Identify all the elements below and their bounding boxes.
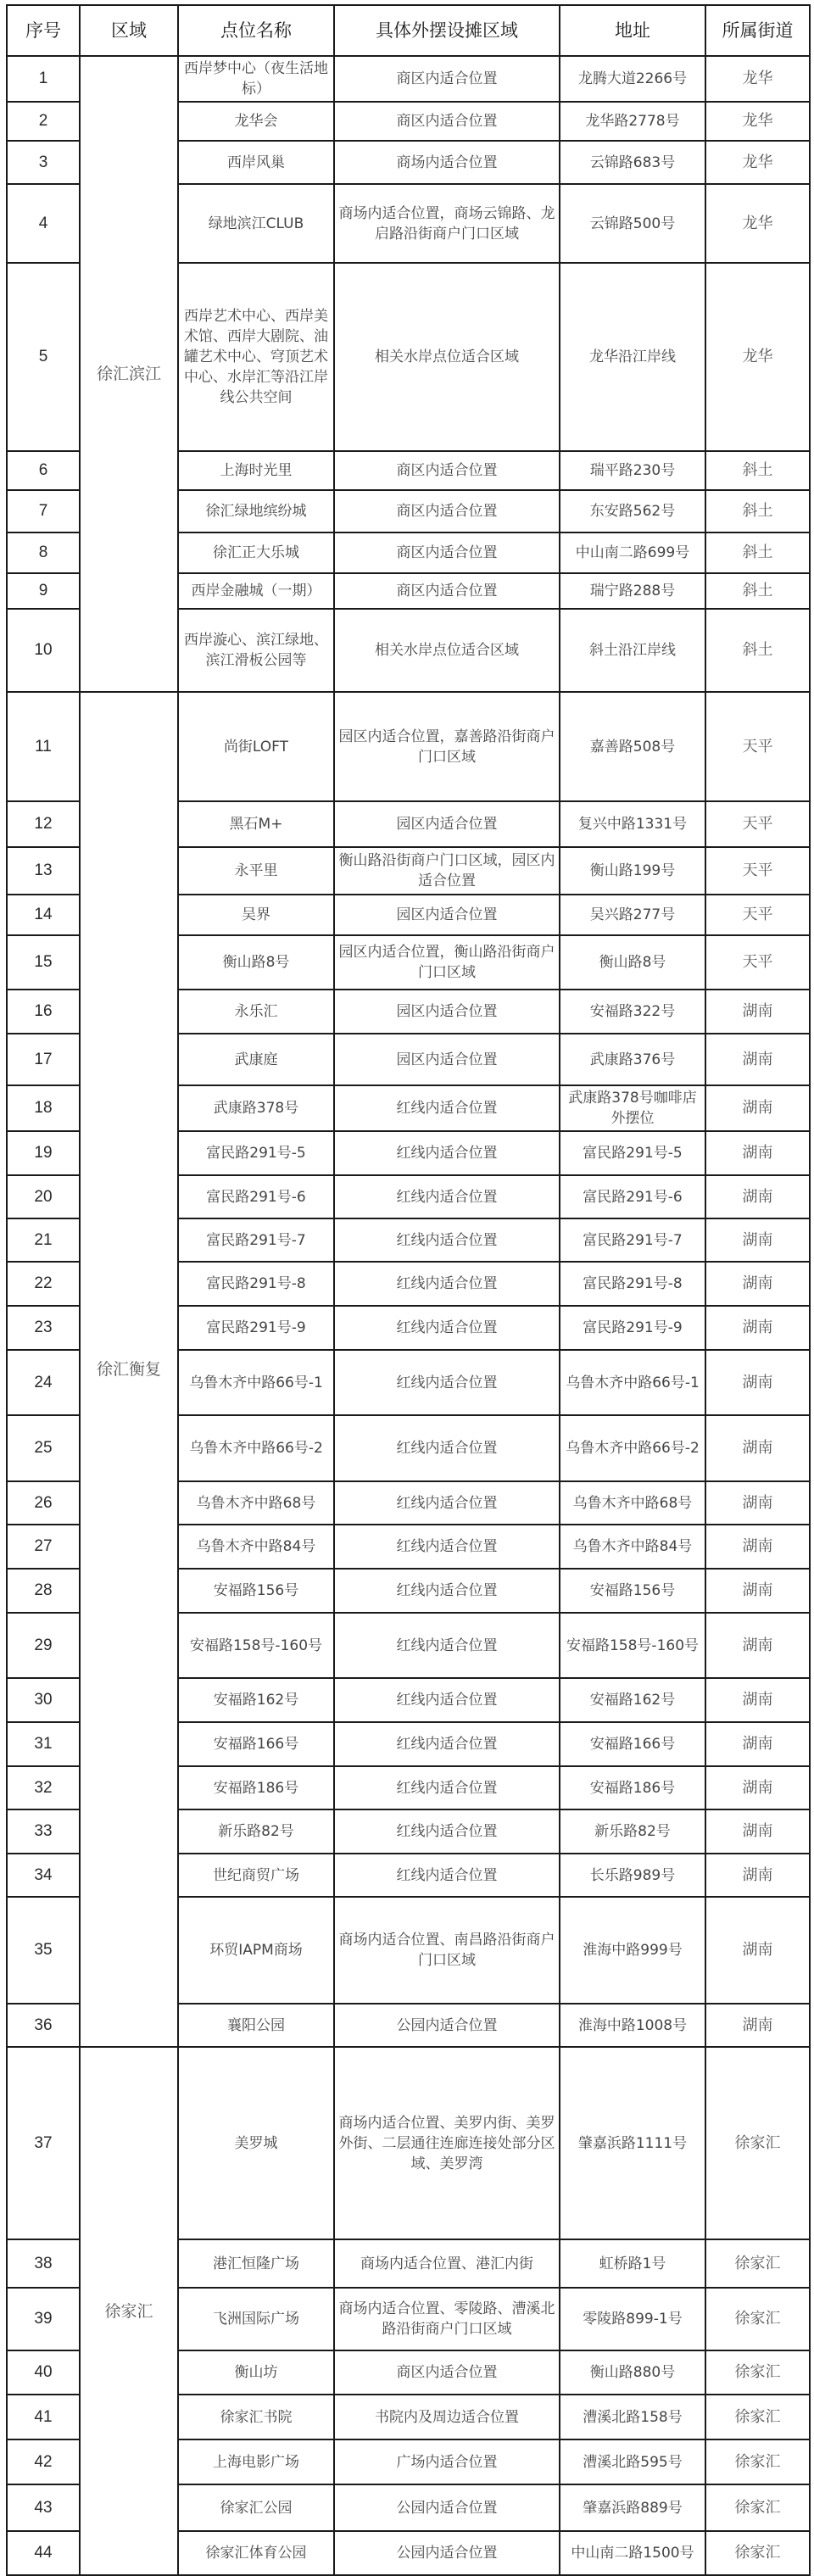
stall-area: 商场内适合位置、美罗内街、美罗外街、二层通往连廊连接处部分区域、美罗湾: [334, 2047, 560, 2239]
stall-area: 园区内适合位置: [334, 895, 560, 935]
region-cell: 徐汇滨江: [80, 56, 178, 692]
street: 湖南: [705, 1085, 810, 1131]
address: 中山南二路699号: [560, 532, 705, 573]
location-name: 衡山路8号: [178, 935, 334, 990]
street: 湖南: [705, 1766, 810, 1809]
address: 淮海中路1008号: [560, 2004, 705, 2047]
street: 天平: [705, 895, 810, 935]
stall-area: 红线内适合位置: [334, 1809, 560, 1854]
stall-area: 园区内适合位置，衡山路沿街商户门口区域: [334, 935, 560, 990]
row-index: 18: [7, 1085, 80, 1131]
address: 乌鲁木齐中路68号: [560, 1481, 705, 1525]
location-name: 西岸漩心、滨江绿地、滨江滑板公园等: [178, 609, 334, 692]
address: 虹桥路1号: [560, 2239, 705, 2288]
stall-area: 商区内适合位置: [334, 573, 560, 609]
street: 徐家汇: [705, 2439, 810, 2484]
region-cell: 徐汇衡复: [80, 692, 178, 2047]
stall-area: 公园内适合位置: [334, 2004, 560, 2047]
address: 安福路162号: [560, 1678, 705, 1722]
address: 斜土沿江岸线: [560, 609, 705, 692]
row-index: 10: [7, 609, 80, 692]
row-index: 31: [7, 1722, 80, 1766]
location-name: 富民路291号-9: [178, 1306, 334, 1350]
location-name: 武康路378号: [178, 1085, 334, 1131]
row-index: 22: [7, 1262, 80, 1306]
stall-area: 商场内适合位置: [334, 141, 560, 184]
stall-area: 商场内适合位置、南昌路沿街商户门口区域: [334, 1897, 560, 2004]
address: 衡山路880号: [560, 2350, 705, 2395]
address: 瑞平路230号: [560, 451, 705, 490]
stall-area: 园区内适合位置: [334, 1034, 560, 1085]
row-index: 3: [7, 141, 80, 184]
row-index: 4: [7, 184, 80, 263]
row-index: 8: [7, 532, 80, 573]
stall-area: 红线内适合位置: [334, 1854, 560, 1897]
address: 云锦路500号: [560, 184, 705, 263]
location-name: 衡山坊: [178, 2350, 334, 2395]
street: 湖南: [705, 1809, 810, 1854]
address: 复兴中路1331号: [560, 801, 705, 847]
row-index: 44: [7, 2531, 80, 2575]
stall-area: 红线内适合位置: [334, 1350, 560, 1415]
stall-area: 红线内适合位置: [334, 1131, 560, 1175]
row-index: 20: [7, 1175, 80, 1218]
location-name: 飞洲国际广场: [178, 2288, 334, 2350]
location-name: 安福路158号-160号: [178, 1613, 334, 1678]
row-index: 34: [7, 1854, 80, 1897]
row-index: 40: [7, 2350, 80, 2395]
address: 安福路156号: [560, 1569, 705, 1613]
stall-area: 商区内适合位置: [334, 532, 560, 573]
stall-area: 园区内适合位置，嘉善路沿街商户门口区域: [334, 692, 560, 801]
address: 龙腾大道2266号: [560, 56, 705, 102]
address: 瑞宁路288号: [560, 573, 705, 609]
stall-area: 公园内适合位置: [334, 2484, 560, 2531]
region-cell: 徐家汇: [80, 2047, 178, 2575]
location-name: 港汇恒隆广场: [178, 2239, 334, 2288]
header-row: [7, 5, 810, 56]
address: 肇嘉浜路1111号: [560, 2047, 705, 2239]
location-name: 吴界: [178, 895, 334, 935]
row-index: 14: [7, 895, 80, 935]
location-name: 徐汇正大乐城: [178, 532, 334, 573]
row-index: 25: [7, 1415, 80, 1481]
street: 徐家汇: [705, 2239, 810, 2288]
street: 湖南: [705, 1481, 810, 1525]
stall-area: 广场内适合位置: [334, 2439, 560, 2484]
street: 徐家汇: [705, 2531, 810, 2575]
stall-area: 园区内适合位置: [334, 801, 560, 847]
row-index: 1: [7, 56, 80, 102]
table-row: [7, 2047, 810, 2239]
location-name: 襄阳公园: [178, 2004, 334, 2047]
stall-locations-table: [6, 4, 811, 2576]
row-index: 23: [7, 1306, 80, 1350]
row-index: 30: [7, 1678, 80, 1722]
stall-area: 红线内适合位置: [334, 1569, 560, 1613]
location-name: 乌鲁木齐中路66号-1: [178, 1350, 334, 1415]
col-header-street: 所属街道: [705, 5, 810, 56]
location-name: 西岸金融城（一期）: [178, 573, 334, 609]
row-index: 16: [7, 990, 80, 1034]
location-name: 新乐路82号: [178, 1809, 334, 1854]
location-name: 上海电影广场: [178, 2439, 334, 2484]
row-index: 24: [7, 1350, 80, 1415]
table-row: [7, 692, 810, 801]
stall-area: 红线内适合位置: [334, 1481, 560, 1525]
row-index: 41: [7, 2395, 80, 2439]
street: 湖南: [705, 1525, 810, 1569]
location-name: 美罗城: [178, 2047, 334, 2239]
col-header-region: 区域: [80, 5, 178, 56]
stall-area: 相关水岸点位适合区域: [334, 609, 560, 692]
address: 安福路322号: [560, 990, 705, 1034]
address: 肇嘉浜路889号: [560, 2484, 705, 2531]
address: 长乐路989号: [560, 1854, 705, 1897]
row-index: 26: [7, 1481, 80, 1525]
street: 湖南: [705, 990, 810, 1034]
location-name: 徐家汇体育公园: [178, 2531, 334, 2575]
stall-area: 红线内适合位置: [334, 1613, 560, 1678]
street: 徐家汇: [705, 2288, 810, 2350]
street: 徐家汇: [705, 2484, 810, 2531]
street: 湖南: [705, 1306, 810, 1350]
row-index: 21: [7, 1218, 80, 1262]
address: 衡山路199号: [560, 847, 705, 895]
location-name: 龙华会: [178, 102, 334, 141]
stall-area: 园区内适合位置: [334, 990, 560, 1034]
row-index: 7: [7, 490, 80, 532]
stall-area: 商场内适合位置，商场云锦路、龙启路沿街商户门口区域: [334, 184, 560, 263]
stall-area: 红线内适合位置: [334, 1218, 560, 1262]
location-name: 西岸艺术中心、西岸美术馆、西岸大剧院、油罐艺术中心、穹顶艺术中心、水岸汇等沿江岸线公共空间: [178, 263, 334, 451]
location-name: 永平里: [178, 847, 334, 895]
address: 武康路376号: [560, 1034, 705, 1085]
row-index: 9: [7, 573, 80, 609]
street: 湖南: [705, 1262, 810, 1306]
address: 零陵路899-1号: [560, 2288, 705, 2350]
address: 安福路186号: [560, 1766, 705, 1809]
row-index: 13: [7, 847, 80, 895]
location-name: 世纪商贸广场: [178, 1854, 334, 1897]
stall-area: 商场内适合位置、零陵路、漕溪北路沿街商户门口区域: [334, 2288, 560, 2350]
address: 嘉善路508号: [560, 692, 705, 801]
address: 富民路291号-7: [560, 1218, 705, 1262]
location-name: 武康庭: [178, 1034, 334, 1085]
stall-area: 商区内适合位置: [334, 490, 560, 532]
location-name: 徐家汇书院: [178, 2395, 334, 2439]
row-index: 35: [7, 1897, 80, 2004]
street: 斜土: [705, 532, 810, 573]
location-name: 乌鲁木齐中路84号: [178, 1525, 334, 1569]
address: 富民路291号-5: [560, 1131, 705, 1175]
location-name: 安福路166号: [178, 1722, 334, 1766]
stall-area: 商区内适合位置: [334, 56, 560, 102]
location-name: 上海时光里: [178, 451, 334, 490]
col-header-index: 序号: [7, 5, 80, 56]
location-name: 安福路156号: [178, 1569, 334, 1613]
col-header-area: 具体外摆设摊区域: [334, 5, 560, 56]
table-row: [7, 56, 810, 102]
street: 湖南: [705, 1034, 810, 1085]
location-name: 富民路291号-5: [178, 1131, 334, 1175]
location-name: 西岸风巢: [178, 141, 334, 184]
table-body: [7, 56, 810, 2575]
street: 斜土: [705, 451, 810, 490]
row-index: 19: [7, 1131, 80, 1175]
street: 徐家汇: [705, 2350, 810, 2395]
address: 龙华路2778号: [560, 102, 705, 141]
row-index: 38: [7, 2239, 80, 2288]
address: 富民路291号-8: [560, 1262, 705, 1306]
location-name: 富民路291号-8: [178, 1262, 334, 1306]
address: 中山南二路1500号: [560, 2531, 705, 2575]
row-index: 33: [7, 1809, 80, 1854]
address: 乌鲁木齐中路66号-2: [560, 1415, 705, 1481]
street: 天平: [705, 801, 810, 847]
location-name: 绿地滨江CLUB: [178, 184, 334, 263]
street: 徐家汇: [705, 2395, 810, 2439]
stall-area: 红线内适合位置: [334, 1678, 560, 1722]
street: 龙华: [705, 102, 810, 141]
location-name: 徐汇绿地缤纷城: [178, 490, 334, 532]
street: 湖南: [705, 1218, 810, 1262]
address: 武康路378号咖啡店外摆位: [560, 1085, 705, 1131]
stall-area: 红线内适合位置: [334, 1085, 560, 1131]
location-name: 环贸IAPM商场: [178, 1897, 334, 2004]
street: 湖南: [705, 1131, 810, 1175]
stall-area: 衡山路沿街商户门口区域，园区内适合位置: [334, 847, 560, 895]
location-name: 安福路186号: [178, 1766, 334, 1809]
address: 安福路158号-160号: [560, 1613, 705, 1678]
address: 淮海中路999号: [560, 1897, 705, 2004]
row-index: 2: [7, 102, 80, 141]
street: 斜土: [705, 490, 810, 532]
stall-area: 红线内适合位置: [334, 1175, 560, 1218]
address: 安福路166号: [560, 1722, 705, 1766]
address: 漕溪北路595号: [560, 2439, 705, 2484]
location-name: 尚街LOFT: [178, 692, 334, 801]
row-index: 15: [7, 935, 80, 990]
street: 徐家汇: [705, 2047, 810, 2239]
stall-area: 红线内适合位置: [334, 1415, 560, 1481]
address: 云锦路683号: [560, 141, 705, 184]
stall-area: 红线内适合位置: [334, 1306, 560, 1350]
address: 新乐路82号: [560, 1809, 705, 1854]
street: 天平: [705, 935, 810, 990]
location-name: 富民路291号-6: [178, 1175, 334, 1218]
street: 湖南: [705, 2004, 810, 2047]
street: 湖南: [705, 1613, 810, 1678]
address: 富民路291号-6: [560, 1175, 705, 1218]
street: 龙华: [705, 56, 810, 102]
street: 斜土: [705, 609, 810, 692]
row-index: 17: [7, 1034, 80, 1085]
row-index: 11: [7, 692, 80, 801]
col-header-name: 点位名称: [178, 5, 334, 56]
street: 龙华: [705, 263, 810, 451]
stall-area: 公园内适合位置: [334, 2531, 560, 2575]
stall-area: 红线内适合位置: [334, 1262, 560, 1306]
stall-area: 书院内及周边适合位置: [334, 2395, 560, 2439]
street: 湖南: [705, 1722, 810, 1766]
street: 湖南: [705, 1175, 810, 1218]
street: 天平: [705, 692, 810, 801]
street: 斜土: [705, 573, 810, 609]
street: 湖南: [705, 1415, 810, 1481]
address: 富民路291号-9: [560, 1306, 705, 1350]
street: 湖南: [705, 1678, 810, 1722]
address: 乌鲁木齐中路66号-1: [560, 1350, 705, 1415]
row-index: 27: [7, 1525, 80, 1569]
row-index: 39: [7, 2288, 80, 2350]
location-name: 徐家汇公园: [178, 2484, 334, 2531]
street: 湖南: [705, 1350, 810, 1415]
location-name: 黑石M+: [178, 801, 334, 847]
street: 湖南: [705, 1897, 810, 2004]
row-index: 42: [7, 2439, 80, 2484]
row-index: 37: [7, 2047, 80, 2239]
col-header-address: 地址: [560, 5, 705, 56]
street: 湖南: [705, 1569, 810, 1613]
address: 东安路562号: [560, 490, 705, 532]
street: 天平: [705, 847, 810, 895]
location-name: 永乐汇: [178, 990, 334, 1034]
row-index: 28: [7, 1569, 80, 1613]
stall-area: 商区内适合位置: [334, 451, 560, 490]
stall-area: 相关水岸点位适合区域: [334, 263, 560, 451]
stall-area: 红线内适合位置: [334, 1525, 560, 1569]
row-index: 43: [7, 2484, 80, 2531]
location-name: 安福路162号: [178, 1678, 334, 1722]
address: 龙华沿江岸线: [560, 263, 705, 451]
row-index: 32: [7, 1766, 80, 1809]
row-index: 6: [7, 451, 80, 490]
location-name: 乌鲁木齐中路68号: [178, 1481, 334, 1525]
street: 龙华: [705, 184, 810, 263]
address: 乌鲁木齐中路84号: [560, 1525, 705, 1569]
stall-area: 商场内适合位置、港汇内街: [334, 2239, 560, 2288]
address: 衡山路8号: [560, 935, 705, 990]
location-name: 富民路291号-7: [178, 1218, 334, 1262]
row-index: 12: [7, 801, 80, 847]
stall-area: 商区内适合位置: [334, 102, 560, 141]
street: 湖南: [705, 1854, 810, 1897]
location-name: 乌鲁木齐中路66号-2: [178, 1415, 334, 1481]
row-index: 29: [7, 1613, 80, 1678]
row-index: 36: [7, 2004, 80, 2047]
location-name: 西岸梦中心（夜生活地标）: [178, 56, 334, 102]
stall-area: 红线内适合位置: [334, 1766, 560, 1809]
address: 漕溪北路158号: [560, 2395, 705, 2439]
stall-area: 商区内适合位置: [334, 2350, 560, 2395]
street: 龙华: [705, 141, 810, 184]
address: 吴兴路277号: [560, 895, 705, 935]
row-index: 5: [7, 263, 80, 451]
stall-area: 红线内适合位置: [334, 1722, 560, 1766]
